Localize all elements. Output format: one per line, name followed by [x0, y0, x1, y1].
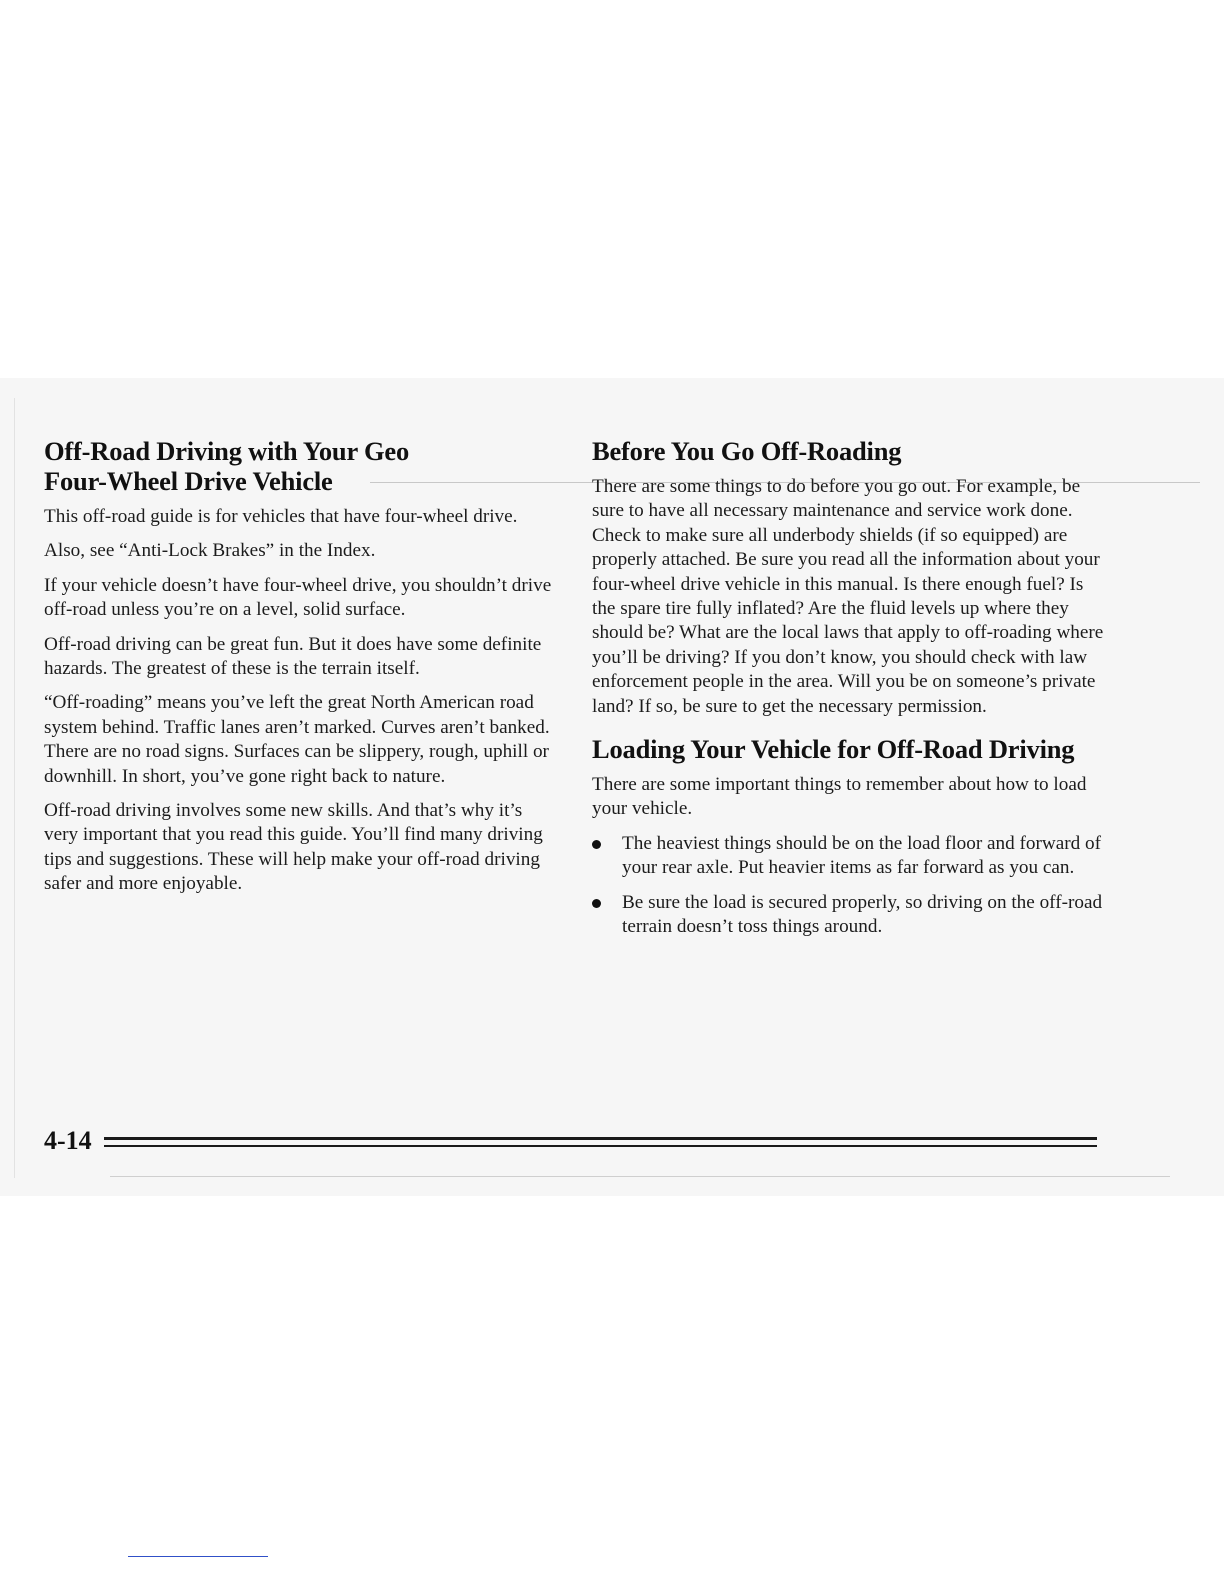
left-column [44, 436, 559, 907]
title-line-1: Off-Road Driving with Your Geo [44, 436, 410, 466]
title-line-2: Four-Wheel Drive Vehicle [44, 466, 333, 496]
paragraph: Off-road driving involves some new skills. And that’s why it’s very important that you read this guide. You’ll find many driving tips and suggestions. These will help make your off-road driving safer and more enjoyable. [44, 800, 543, 895]
section-title-off-road [44, 436, 559, 496]
list-item [592, 891, 1104, 940]
paragraph: Off-road driving can be great fun. But it does have some definite hazards. The greatest of these is the terrain itself. [44, 633, 542, 680]
list-item [592, 832, 1104, 881]
list-item-text: Be sure the load is secured properly, so driving on the off-road terrain doesn’t toss things around. [622, 891, 1103, 938]
manual-page [0, 378, 1224, 1196]
page-number: 4-14 [44, 1126, 92, 1155]
link-underline [128, 1556, 268, 1557]
section-title-loading: Loading Your Vehicle for Off-Road Driving [592, 734, 1075, 765]
footer-rule [104, 1137, 1097, 1140]
list-item-text: The heaviest things should be on the load floor and forward of your rear axle. Put heavier items as far forward as you can. [622, 832, 1102, 879]
bottom-divider [110, 1176, 1170, 1177]
paragraph-loading: There are some important things to remember about how to load your vehicle. [592, 774, 1087, 820]
paragraph: “Off-roading” means you’ve left the great North American road system behind. Traffic lanes aren’t marked. Curves aren’t banked. There are no road signs. Surfaces can be slippery, rough, uphill or downhill. In short, you’ve gone right back to nature. [44, 692, 550, 787]
right-column [592, 436, 1104, 950]
page-edge [14, 398, 15, 1178]
bullet-icon [592, 899, 601, 908]
paragraph: This off-road guide is for vehicles that have four-wheel drive. [44, 506, 518, 527]
bullet-list [592, 832, 1104, 940]
footer-rule [104, 1145, 1097, 1147]
page-footer [44, 1126, 1104, 1156]
bullet-icon [592, 840, 601, 849]
paragraph: If your vehicle doesn’t have four-wheel drive, you shouldn’t drive off-road unless you’re on a level, solid surface. [44, 574, 552, 621]
paragraph: Also, see “Anti-Lock Brakes” in the Index. [44, 540, 376, 562]
section-title-before: Before You Go Off-Roading [592, 436, 902, 466]
paragraph-before: There are some things to do before you go out. For example, be sure to have all necessary maintenance and service work done. Check to make sure all underbody shields (if so equipped) are properly attached. Be sure you read all the information about your four-wheel drive vehicle in this manual. Is there enough fuel? Is the spare tire fully inflated? Are the fluid levels up where they should be? What are the local laws that apply to off-roading where you’ll be driving? If you don’t know, you should check with law enforcement people in the area. Will you be on someone’s private land? If so, be sure to get the necessary permission. [592, 476, 1104, 717]
